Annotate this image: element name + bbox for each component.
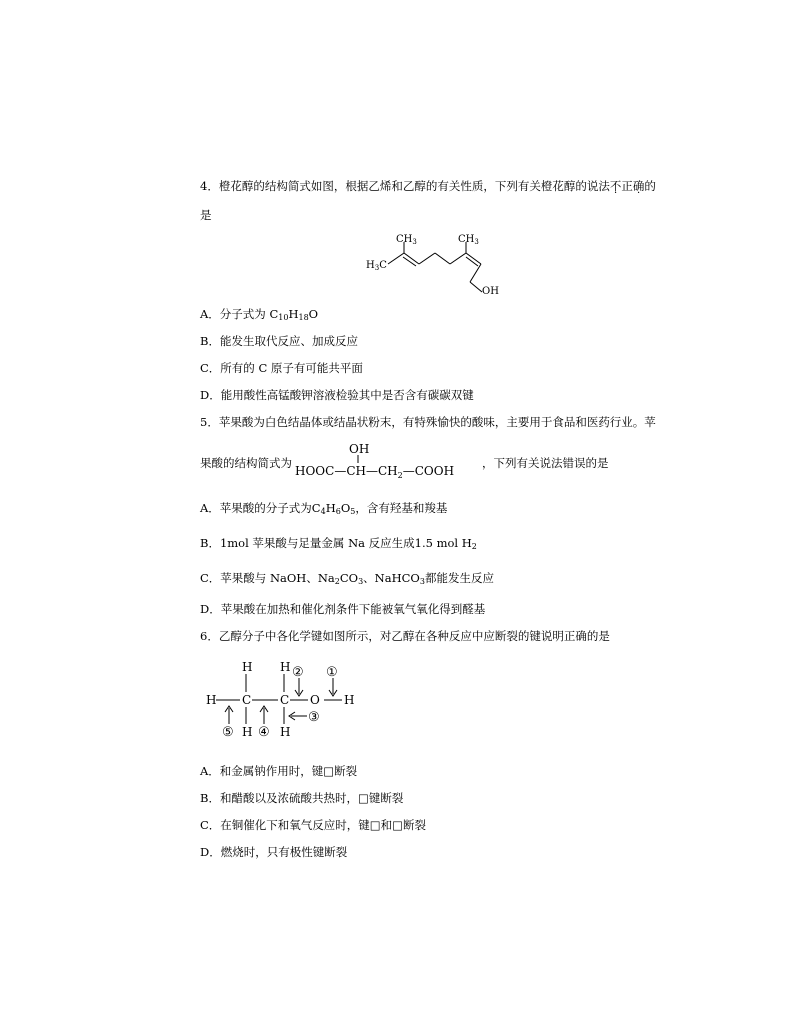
q6-option-b: B．和醋酸以及浓硫酸共热时，□键断裂 <box>200 791 404 805</box>
q4-option-a: A．分子式为 $C_{10}H_{18}O$ <box>200 307 319 322</box>
q6-h-top-1: H <box>242 660 253 674</box>
q5-structure-malic-acid <box>293 440 483 480</box>
q5-stem-line2-post: ，下列有关说法错误的是 <box>482 456 609 470</box>
q5-formula: $HOOC—CH—CH_2—COOH$ <box>295 464 455 480</box>
q4-stem-text: 4．橙花醇的结构简式如图，根据乙烯和乙醇的有关性质，下列有关橙花醇的说法 <box>200 179 610 193</box>
q5-option-a: A．苹果酸的分子式为$C_4H_6O_5$，含有羟基和羧基 <box>200 501 448 516</box>
q4-structure-nerol <box>362 232 522 302</box>
q6-label-4: ④ <box>258 725 270 740</box>
q6-label-3: ③ <box>308 710 320 725</box>
q4-stem-de: 的 <box>644 179 656 193</box>
q6-c-2: C <box>280 693 290 707</box>
q6-h-bottom-1: H <box>242 725 253 739</box>
q5-option-d: D．苹果酸在加热和催化剂条件下能被氧气氧化得到醛基 <box>200 602 486 616</box>
q5-oh: OH <box>349 442 370 456</box>
q6-option-c: C．在铜催化下和氧气反应时，键□和□断裂 <box>200 818 427 832</box>
q5-stem-line2-pre: 果酸的结构简式为 <box>200 456 292 470</box>
q5-option-c: C．苹果酸与 NaOH、$Na_2CO_3$、NaHCO$_3$都能发生反应 <box>200 571 494 586</box>
q6-c-1: C <box>242 693 252 707</box>
q4-ch3-top-right: $CH_3$ <box>458 234 479 246</box>
q6-label-1: ① <box>326 665 338 680</box>
q4-option-b: B．能发生取代反应、加成反应 <box>200 334 358 348</box>
q4-h3c-left: $H_3C$ <box>366 260 387 272</box>
q6-stem: 6．乙醇分子中各化学键如图所示，对乙醇在各种反应中应断裂的键说明正确的是 <box>200 629 610 643</box>
q4-ch3-top-left: $CH_3$ <box>396 234 417 246</box>
q6-h-top-2: H <box>280 660 291 674</box>
q6-h-bottom-2: H <box>280 725 291 739</box>
q6-h-right: H <box>344 693 355 707</box>
q6-o: O <box>310 693 320 707</box>
q4-option-d: D．能用酸性高锰酸钾溶液检验其中是否含有碳碳双键 <box>200 388 474 402</box>
q6-structure-ethanol-bonds <box>202 656 372 741</box>
q5-option-b: B．1mol 苹果酸与足量金属 Na 反应生成1.5 mol $H_2$ <box>200 536 477 551</box>
q4-stem-line1 <box>200 179 656 193</box>
q4-oh: OH <box>482 286 499 297</box>
q4-emphasis-bu: 不 <box>609 179 622 193</box>
q6-h-left: H <box>206 693 217 707</box>
q4-stem-zheng: 正 <box>621 179 633 193</box>
q4-option-c: C．所有的 C 原子有可能共平面 <box>200 361 363 375</box>
q6-option-d: D．燃烧时，只有极性键断裂 <box>200 845 348 859</box>
q6-label-5: ⑤ <box>222 725 234 740</box>
q4-emphasis-que: 确 <box>632 179 645 193</box>
q5-stem-line1: 5．苹果酸为白色结晶体或结晶状粉末，有特殊愉快的酸味，主要用于食品和医药行业。苹 <box>200 415 656 429</box>
q6-label-2: ② <box>292 665 304 680</box>
q4-stem-line2: 是 <box>200 208 212 222</box>
q6-option-a: A．和金属钠作用时，键□断裂 <box>200 764 358 778</box>
